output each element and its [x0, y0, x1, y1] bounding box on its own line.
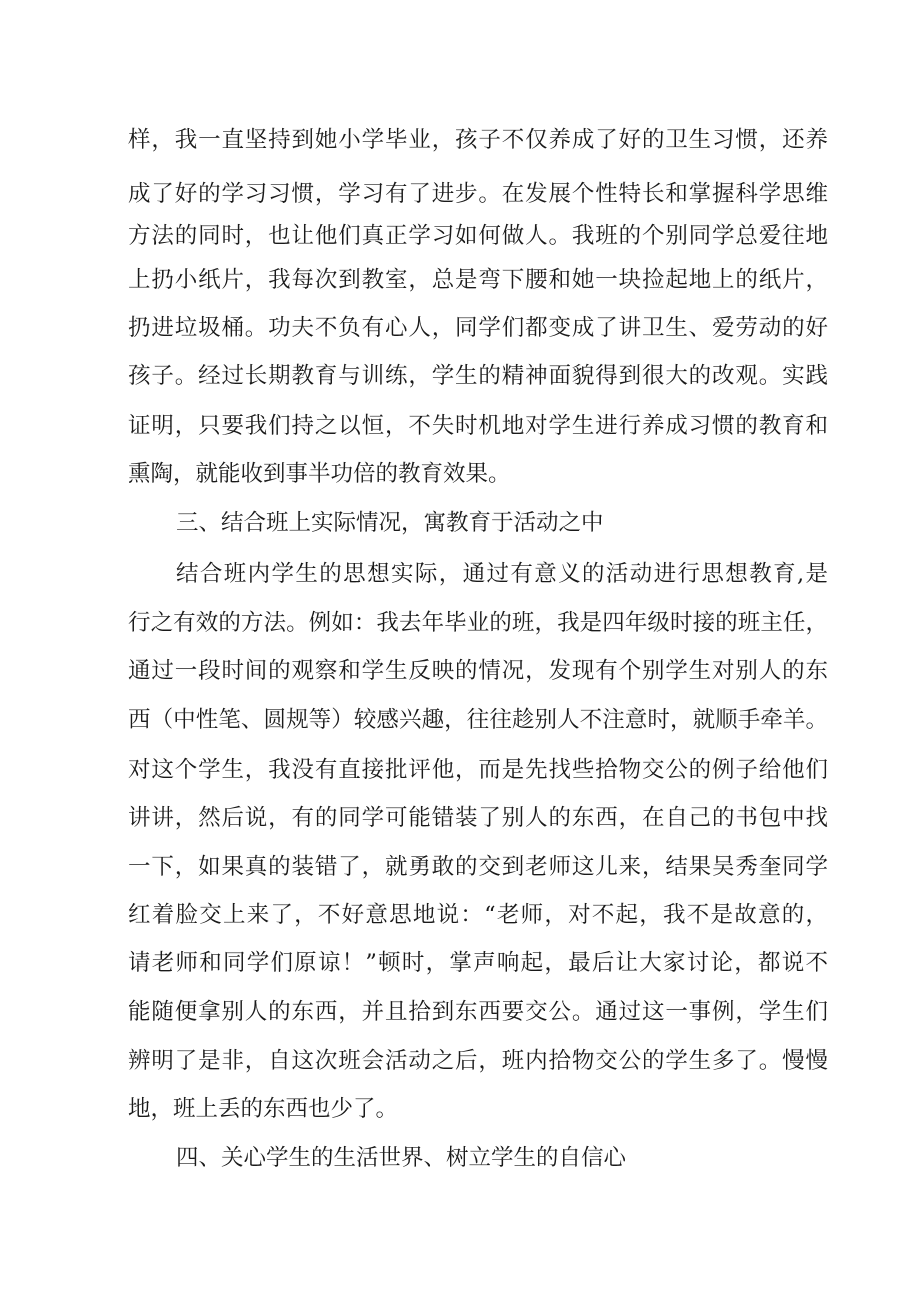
section-heading: 四、关心学生的生活世界、树立学生的自信心	[176, 1145, 627, 1171]
paragraph-line: 地，班上丢的东西也少了。	[128, 1096, 399, 1122]
paragraph-line: 红着脸交上来了，不好意思地说：“老师，对不起，我不是故意的，	[128, 902, 828, 928]
paragraph-line: 辨明了是非，自这次班会活动之后，班内拾物交公的学生多了。慢慢	[128, 1048, 828, 1074]
paragraph-line: 扔进垃圾桶。功夫不负有心人，同学们都变成了讲卫生、爱劳动的好	[128, 315, 828, 341]
paragraph-line: 熏陶，就能收到事半功倍的教育效果。	[128, 461, 511, 487]
paragraph-line: 成了好的学习习惯，学习有了进步。在发展个性特长和掌握科学思维	[128, 181, 828, 207]
paragraph-line: 对这个学生，我没有直接批评他，而是先找些拾物交公的例子给他们	[128, 757, 828, 783]
paragraph-line: 请老师和同学们原谅！”顿时，掌声响起，最后让大家讨论，都说不	[128, 950, 828, 976]
paragraph-line: 一下，如果真的装错了，就勇敢的交到老师这儿来，结果吴秀奎同学	[128, 854, 828, 880]
paragraph-line: 方法的同时，也让他们真正学习如何做人。我班的个别同学总爱往地	[128, 223, 828, 249]
paragraph-line: 样，我一直坚持到她小学毕业，孩子不仅养成了好的卫生习惯，还养	[128, 127, 828, 153]
paragraph-line: 行之有效的方法。例如：我去年毕业的班，我是四年级时接的班主任，	[128, 610, 828, 636]
paragraph-line: 能随便拿别人的东西，并且拾到东西要交公。通过这一事例，学生们	[128, 999, 828, 1025]
paragraph-line: 通过一段时间的观察和学生反映的情况，发现有个别学生对别人的东	[128, 658, 828, 684]
paragraph-line: 西（中性笔、圆规等）较感兴趣，往往趁别人不注意时，就顺手牵羊。	[128, 707, 828, 733]
paragraph-line: 上扔小纸片，我每次到教室，总是弯下腰和她一块捡起地上的纸片，	[128, 267, 828, 293]
paragraph-line: 孩子。经过长期教育与训练，学生的精神面貌得到很大的改观。实践	[128, 363, 828, 389]
paragraph-line: 讲讲，然后说，有的同学可能错装了别人的东西，在自己的书包中找	[128, 805, 828, 831]
paragraph-line: 证明，只要我们持之以恒，不失时机地对学生进行养成习惯的教育和	[128, 413, 828, 439]
paragraph-line: 结合班内学生的思想实际，通过有意义的活动进行思想教育,是	[176, 561, 828, 587]
section-heading: 三、结合班上实际情况，寓教育于活动之中	[176, 510, 604, 536]
